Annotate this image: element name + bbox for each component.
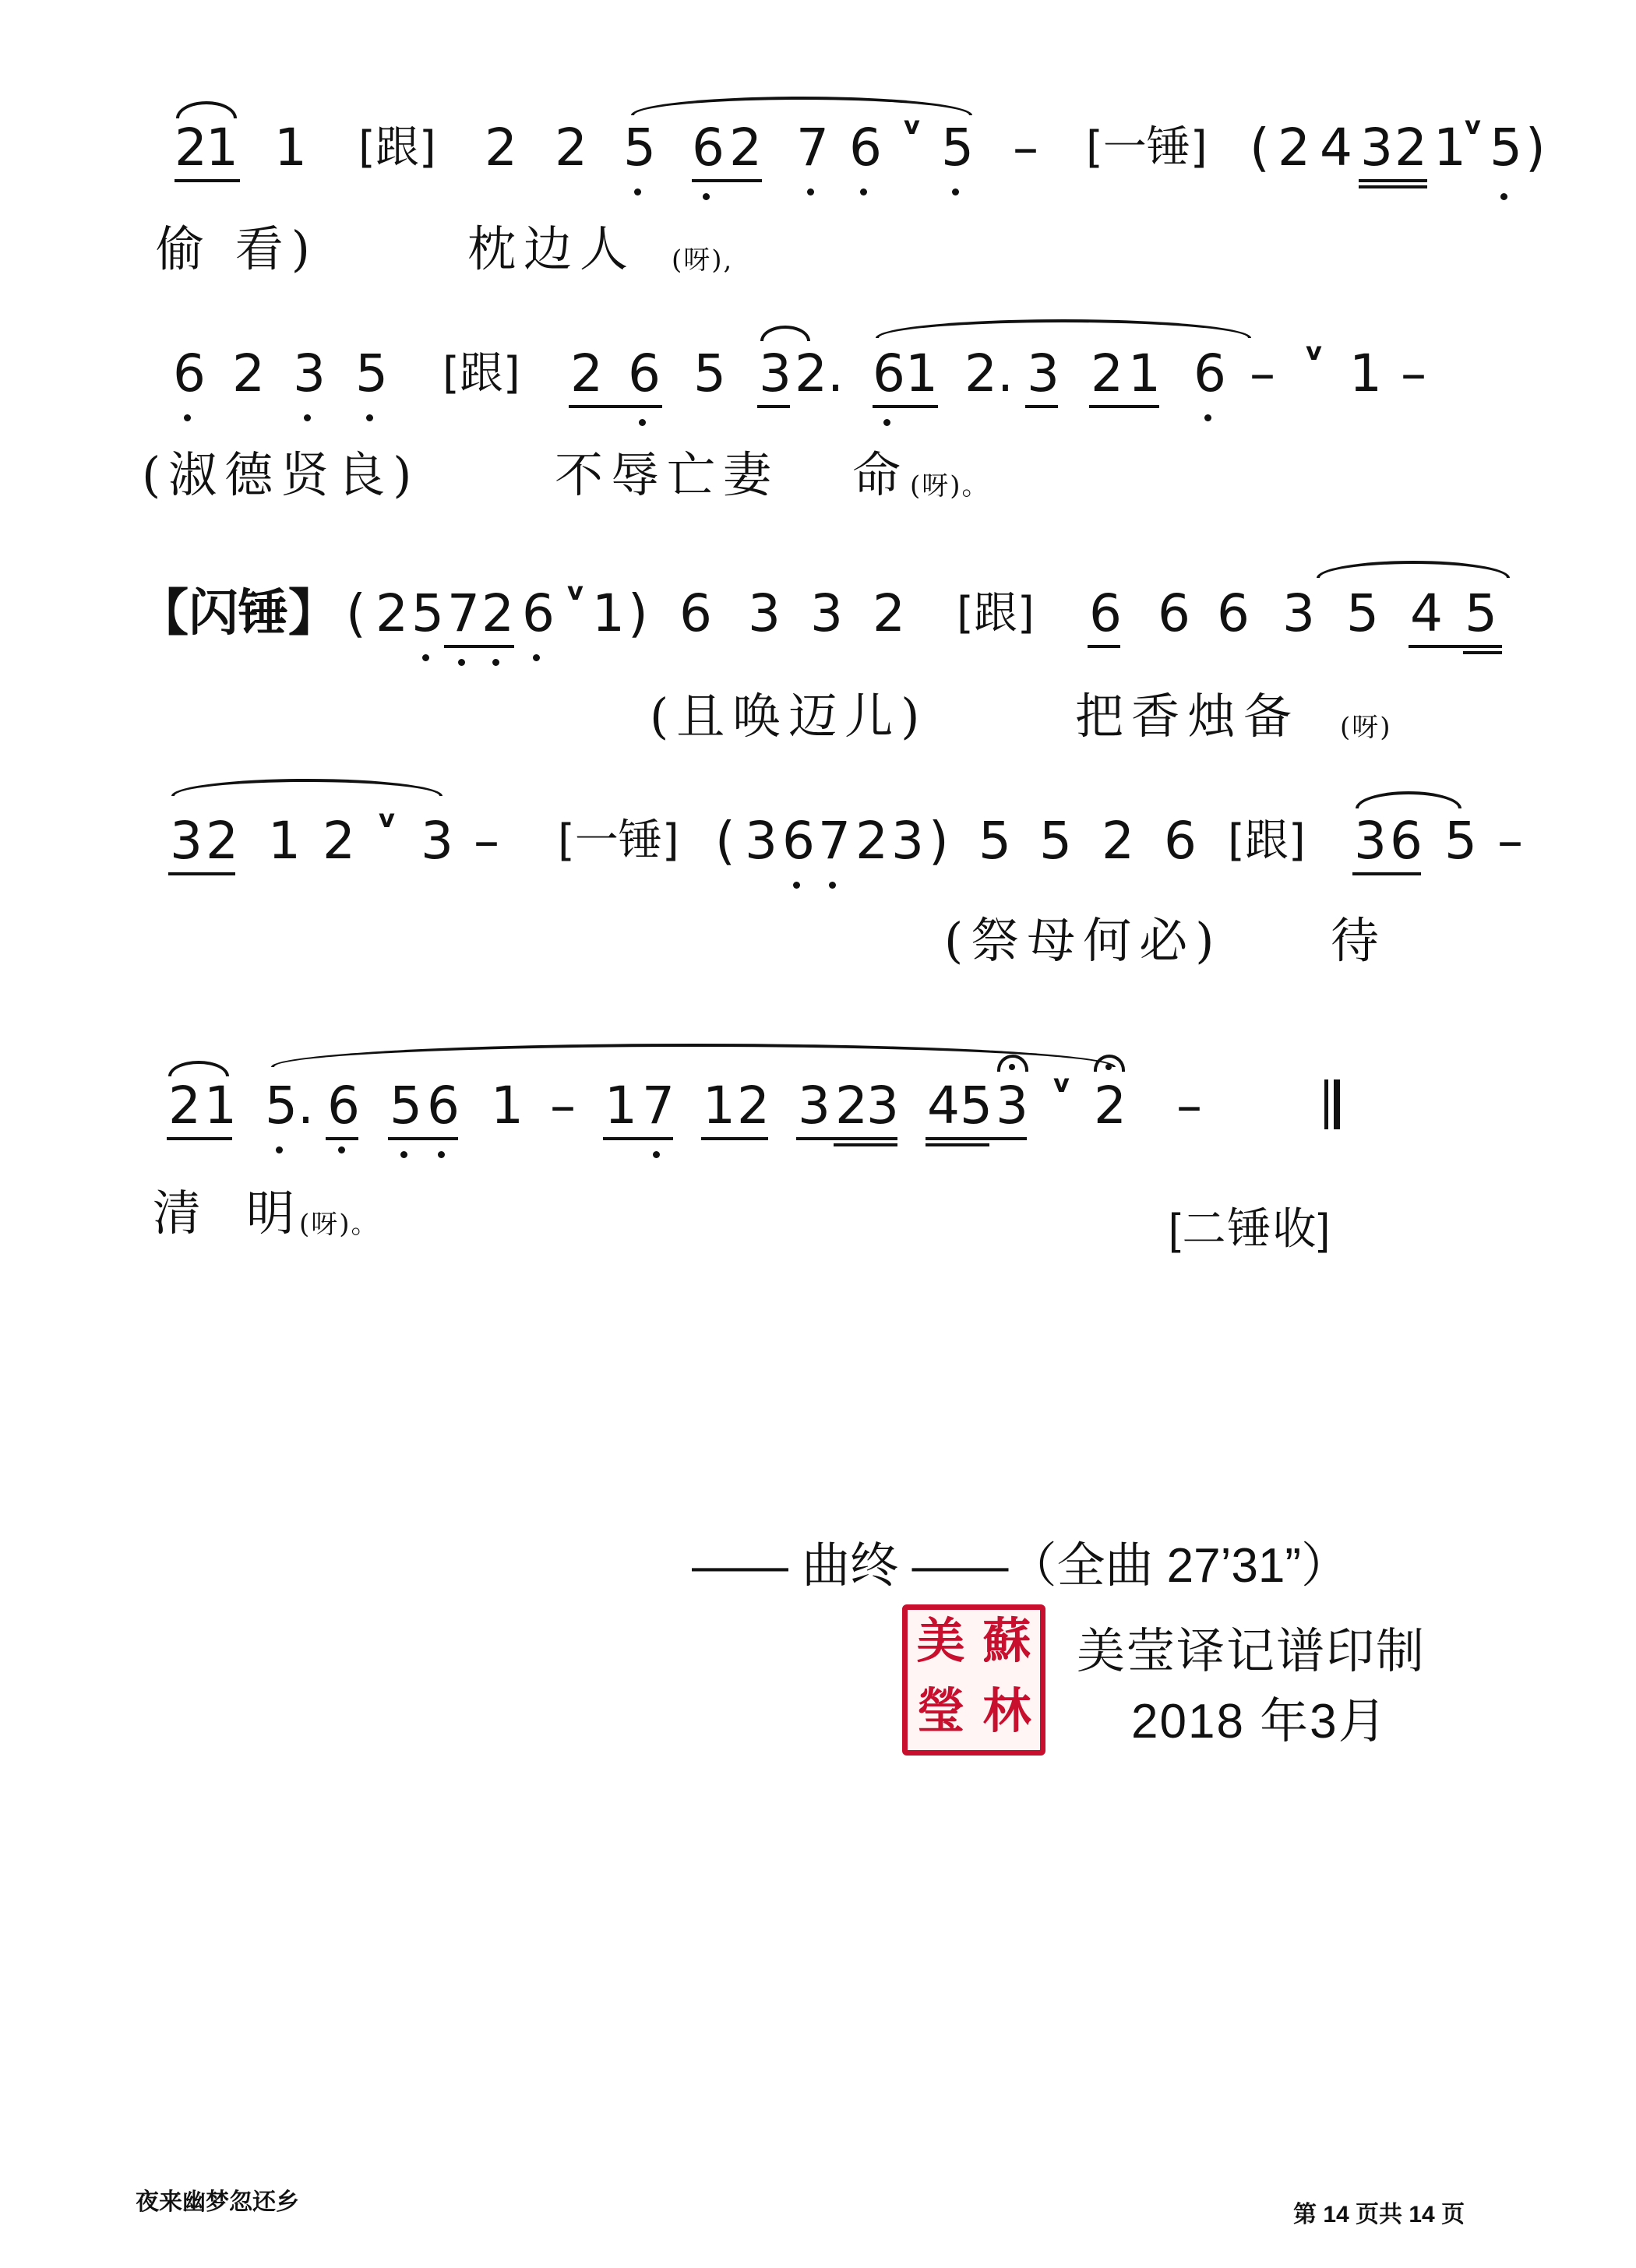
low-dot bbox=[829, 882, 836, 889]
note: 2 bbox=[206, 811, 238, 871]
footer-page-number: 第 14 页共 14 页 bbox=[1293, 2202, 1465, 2228]
note: 3 bbox=[891, 811, 924, 871]
underline bbox=[326, 1137, 358, 1140]
note: 2 bbox=[232, 343, 265, 403]
note: 7 bbox=[818, 811, 851, 871]
note: 5 bbox=[355, 343, 388, 403]
note: 5 bbox=[1346, 583, 1379, 643]
note: 3 bbox=[1282, 583, 1315, 643]
note: 1 bbox=[491, 1076, 524, 1136]
underline bbox=[1359, 179, 1427, 182]
ending-marker: [二锤收] bbox=[1169, 1204, 1332, 1253]
note: 2 bbox=[1091, 343, 1123, 403]
underline bbox=[1352, 872, 1421, 875]
lyric-line-2 bbox=[0, 444, 1636, 514]
lyric: 把香烛备 bbox=[1075, 688, 1300, 745]
note: 5 bbox=[978, 811, 1011, 871]
tag-yichui: [一锤] bbox=[1086, 122, 1208, 173]
underline bbox=[1463, 651, 1502, 654]
lyric: 枕边人 bbox=[467, 220, 636, 277]
low-dot bbox=[1500, 193, 1507, 200]
note: 3 bbox=[866, 1076, 899, 1136]
low-dot bbox=[422, 654, 429, 661]
lyric-particle: (呀)。 bbox=[299, 1209, 379, 1240]
underline bbox=[757, 405, 790, 408]
note: 2 bbox=[737, 1076, 770, 1136]
seal-char: 林 bbox=[982, 1682, 1031, 1739]
note: 3 bbox=[759, 343, 792, 403]
tag-gen: [跟] bbox=[957, 588, 1035, 639]
note: 1 bbox=[268, 811, 301, 871]
underline bbox=[1025, 405, 1058, 408]
note: 5 bbox=[623, 118, 656, 178]
final-barline-thick bbox=[1334, 1079, 1340, 1129]
lyric: (淑德贤良) bbox=[142, 446, 420, 503]
paren-close: ) bbox=[929, 811, 949, 871]
note: 2 bbox=[1394, 118, 1427, 178]
note: 3 bbox=[293, 343, 326, 403]
lyric: 清 bbox=[153, 1185, 210, 1241]
credit-date: 2018 年3月 bbox=[1131, 1695, 1388, 1749]
note: 5 bbox=[1490, 118, 1522, 178]
underline bbox=[873, 405, 938, 408]
note: 6 bbox=[327, 1076, 360, 1136]
paren-open: ( bbox=[346, 583, 366, 643]
note: 4 bbox=[1320, 118, 1352, 178]
note: 6 bbox=[173, 343, 206, 403]
breath-mark: v bbox=[1053, 1069, 1070, 1098]
note: 2 bbox=[323, 811, 355, 871]
note: 2 bbox=[481, 583, 514, 643]
note: 2. bbox=[964, 343, 1014, 403]
low-dot bbox=[703, 193, 710, 200]
note: 3 bbox=[996, 1076, 1028, 1136]
underline bbox=[701, 1137, 768, 1140]
slur bbox=[271, 1044, 1116, 1067]
lyric-line-5 bbox=[0, 1182, 1636, 1260]
underline bbox=[175, 179, 240, 182]
lyric: (祭母何必) bbox=[944, 912, 1222, 969]
note: 1 bbox=[605, 1076, 637, 1136]
tag-gen: [跟] bbox=[358, 122, 436, 173]
low-dot bbox=[458, 659, 465, 666]
note: 2 bbox=[855, 811, 888, 871]
notation-line-1 bbox=[0, 111, 1636, 202]
underline bbox=[388, 1137, 458, 1140]
lyric: 命 bbox=[852, 446, 909, 503]
low-dot bbox=[276, 1146, 283, 1153]
underline bbox=[834, 1143, 897, 1146]
low-dot bbox=[860, 188, 867, 195]
low-dot bbox=[338, 1146, 345, 1153]
note: 7 bbox=[447, 583, 480, 643]
note: 6 bbox=[692, 118, 725, 178]
note: 1 bbox=[1128, 343, 1161, 403]
low-dot bbox=[793, 882, 800, 889]
breath-mark: v bbox=[567, 576, 584, 606]
slur bbox=[176, 101, 237, 118]
note: 6 bbox=[1089, 583, 1122, 643]
note: 3 bbox=[745, 811, 777, 871]
note: 6 bbox=[427, 1076, 460, 1136]
note: 1 bbox=[592, 583, 625, 643]
low-dot bbox=[366, 414, 373, 421]
transcriber-credit: 美莹译记谱印制 bbox=[1077, 1622, 1426, 1679]
tag-gen: [跟] bbox=[1228, 815, 1306, 866]
slur bbox=[168, 1061, 229, 1076]
note: 6 bbox=[679, 583, 712, 643]
note: 3 bbox=[798, 1076, 830, 1136]
low-dot bbox=[438, 1151, 445, 1158]
breath-mark: v bbox=[904, 111, 920, 140]
note: 6 bbox=[782, 811, 815, 871]
underline bbox=[444, 645, 514, 648]
slur bbox=[1356, 791, 1461, 808]
low-dot bbox=[304, 414, 311, 421]
note: 1 bbox=[204, 1076, 237, 1136]
footer-song-title: 夜来幽梦忽还乡 bbox=[136, 2189, 299, 2215]
fermata bbox=[1094, 1055, 1125, 1072]
tag-yichui: [一锤] bbox=[558, 815, 679, 866]
tag-gen: [跟] bbox=[442, 348, 520, 399]
lyric: 偷 看) bbox=[156, 220, 318, 277]
slur bbox=[171, 779, 442, 796]
note: 2 bbox=[555, 118, 587, 178]
low-dot bbox=[639, 419, 646, 426]
end-marker: —— 曲终 ——（全曲 27’31”） bbox=[692, 1539, 1350, 1593]
note: 5 bbox=[693, 343, 726, 403]
note: 2 bbox=[1102, 811, 1134, 871]
slur bbox=[760, 326, 810, 341]
lyric: 明 bbox=[246, 1185, 303, 1241]
seal-char: 美 bbox=[916, 1612, 965, 1669]
note: 5 bbox=[1039, 811, 1072, 871]
note: 3 bbox=[170, 811, 203, 871]
lyric-line-4 bbox=[0, 910, 1636, 980]
low-dot bbox=[653, 1151, 660, 1158]
dash: – bbox=[1013, 118, 1038, 178]
paren-close: ) bbox=[628, 583, 648, 643]
slur bbox=[876, 319, 1251, 338]
underline bbox=[1088, 645, 1120, 648]
note: 6 bbox=[1158, 583, 1190, 643]
note: 6 bbox=[522, 583, 555, 643]
note: 2 bbox=[1094, 1076, 1127, 1136]
final-barline-thin bbox=[1324, 1079, 1328, 1129]
note: 4 bbox=[927, 1076, 960, 1136]
notation-line-4 bbox=[0, 804, 1636, 896]
underline bbox=[603, 1137, 673, 1140]
low-dot bbox=[634, 188, 641, 195]
notation-line-5 bbox=[0, 1069, 1636, 1160]
low-dot bbox=[952, 188, 959, 195]
note: 2. bbox=[795, 343, 844, 403]
paren-open: ( bbox=[1250, 118, 1270, 178]
lyric: (且唤迈儿) bbox=[650, 688, 928, 745]
note: 2 bbox=[1278, 118, 1310, 178]
note: 5 bbox=[390, 1076, 422, 1136]
lyric-particle: (呀)。 bbox=[910, 470, 990, 502]
note: 6 bbox=[1217, 583, 1250, 643]
note: 1 bbox=[905, 343, 938, 403]
note: 6 bbox=[1390, 811, 1423, 871]
note: 6 bbox=[873, 343, 905, 403]
lyric-particle: (呀), bbox=[672, 245, 734, 276]
underline bbox=[1359, 185, 1427, 188]
note: 2 bbox=[168, 1076, 201, 1136]
note: 2 bbox=[485, 118, 517, 178]
lyric-line-1 bbox=[0, 218, 1636, 288]
note: 5 bbox=[960, 1076, 993, 1136]
notation-line-2 bbox=[0, 336, 1636, 428]
dash: – bbox=[474, 811, 499, 871]
note: 7 bbox=[796, 118, 829, 178]
paren-close: ) bbox=[1525, 118, 1546, 178]
slur bbox=[1317, 561, 1510, 578]
dash: – bbox=[1250, 343, 1275, 403]
note: 2 bbox=[873, 583, 905, 643]
underline bbox=[926, 1143, 989, 1146]
note: 7 bbox=[642, 1076, 675, 1136]
underline bbox=[926, 1137, 1027, 1140]
note: 4 bbox=[1410, 583, 1443, 643]
note: 1 bbox=[206, 118, 238, 178]
red-seal bbox=[902, 1604, 1045, 1756]
breath-mark: v bbox=[1306, 336, 1322, 366]
note: 5 bbox=[941, 118, 974, 178]
paren-open: ( bbox=[715, 811, 735, 871]
dash: – bbox=[550, 1076, 576, 1136]
notation-line-3 bbox=[0, 576, 1636, 668]
note: 3 bbox=[421, 811, 453, 871]
lyric-particle: (呀) bbox=[1340, 712, 1392, 743]
note: 2 bbox=[175, 118, 207, 178]
note: 2 bbox=[376, 583, 408, 643]
note: 3 bbox=[748, 583, 781, 643]
lyric-line-3 bbox=[0, 685, 1636, 755]
note: 3 bbox=[810, 583, 843, 643]
lyric: 不辱亡妻 bbox=[555, 446, 780, 503]
note: 3 bbox=[1354, 811, 1387, 871]
underline bbox=[692, 179, 762, 182]
dash: – bbox=[1497, 811, 1523, 871]
note: 5 bbox=[1465, 583, 1497, 643]
underline bbox=[796, 1137, 897, 1140]
low-dot bbox=[807, 188, 814, 195]
underline bbox=[168, 872, 235, 875]
note: 1 bbox=[1433, 118, 1466, 178]
note: 6 bbox=[628, 343, 661, 403]
note: 1 bbox=[703, 1076, 735, 1136]
seal-char: 瑩 bbox=[916, 1682, 965, 1739]
low-dot bbox=[883, 419, 890, 426]
note: 2 bbox=[835, 1076, 868, 1136]
note: 1 bbox=[1349, 343, 1382, 403]
note: 6 bbox=[1164, 811, 1197, 871]
underline bbox=[1089, 405, 1159, 408]
low-dot bbox=[533, 654, 540, 661]
low-dot bbox=[400, 1151, 407, 1158]
underline bbox=[1409, 645, 1502, 648]
low-dot bbox=[492, 659, 499, 666]
underline bbox=[569, 405, 662, 408]
slur bbox=[631, 97, 972, 115]
breath-mark: v bbox=[379, 804, 395, 833]
dash: – bbox=[1176, 1076, 1202, 1136]
note: 2 bbox=[729, 118, 762, 178]
note: 5 bbox=[411, 583, 444, 643]
note: 6 bbox=[849, 118, 882, 178]
breath-mark: v bbox=[1465, 111, 1481, 140]
note: 3 bbox=[1027, 343, 1060, 403]
low-dot bbox=[184, 414, 191, 421]
note: 5. bbox=[265, 1076, 314, 1136]
note: 2 bbox=[570, 343, 603, 403]
note: 6 bbox=[1194, 343, 1226, 403]
underline bbox=[167, 1137, 232, 1140]
dash: – bbox=[1401, 343, 1426, 403]
lyric: 待 bbox=[1331, 912, 1387, 969]
seal-char: 蘇 bbox=[982, 1612, 1031, 1669]
note: 3 bbox=[1360, 118, 1393, 178]
low-dot bbox=[1204, 414, 1211, 421]
note: 5 bbox=[1444, 811, 1477, 871]
section-title: 【闪锤】 bbox=[139, 585, 338, 643]
note: 1 bbox=[274, 118, 307, 178]
